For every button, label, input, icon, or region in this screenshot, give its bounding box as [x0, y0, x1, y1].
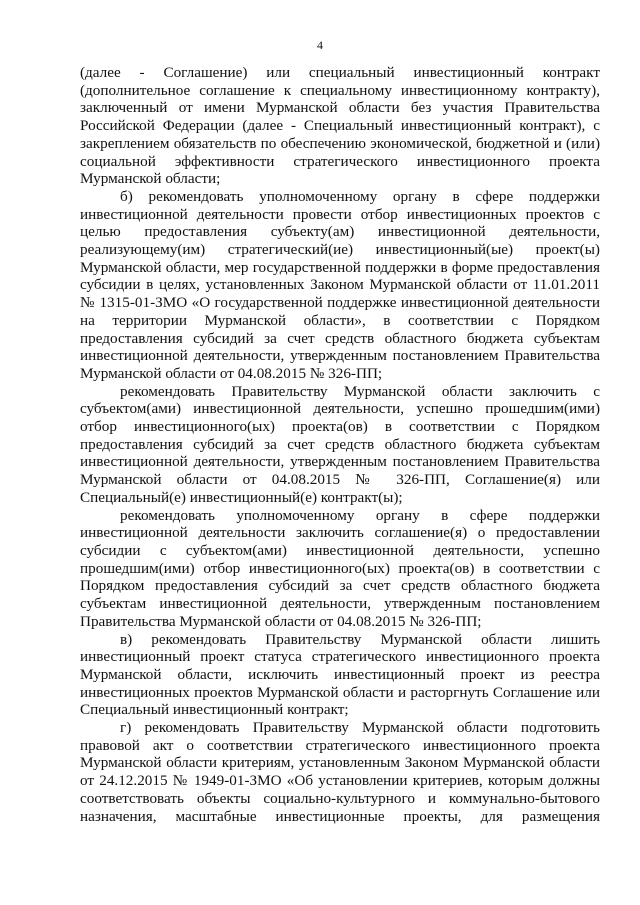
paragraph-item-v: в) рекомендовать Правительству Мурманской области лишить инвестиционный проект статуса стратегического инвестиционного проекта Мурманской области, исключить инвестиционный проект из реестра инвестиционных проектов Мурманской области и расторгнуть Соглашение или Специальный инвестиционный контракт;: [80, 630, 600, 719]
paragraph-item-g: г) рекомендовать Правительству Мурманской области подготовить правовой акт о соответствии стратегического инвестиционного проекта Мурманской области критериям, установленным Законом Мурманской области от 24.12.2015 № 1949-01-ЗМО «Об установлении критериев, которым должны соответствовать объекты социально-культурного и коммунально-бытового назначения, масштабные инвестиционные проекты, для размещения: [80, 719, 600, 825]
paragraph-recommend-authorized-body: рекомендовать уполномоченному органу в сфере поддержки инвестиционной деятельности заключить соглашение(я) о предоставлении субсидии с субъектом(ами) инвестиционной деятельности, успешно прошедшим(ими) отбор инвестиционного(ых) проекта(ов) в соответствии с Порядком предоставления субсидий за счет средств областного бюджета субъектам инвестиционной деятельности, утвержденным постановлением Правительства Мурманской области от 04.08.2015 № 326-ПП;: [80, 506, 600, 630]
paragraph-agreement-definition: (далее - Соглашение) или специальный инвестиционный контракт (дополнительное соглашение к специальному инвестиционному контракту), заключенный от имени Мурманской области без участия Правительства Российской Федерации (далее - Специальный инвестиционный контракт), с закреплением обязательств по обеспечению экономической, бюджетной и (или) социальной эффективности стратегического инвестиционного проекта Мурманской области;: [80, 64, 600, 188]
paragraph-recommend-government: рекомендовать Правительству Мурманской области заключить с субъектом(ами) инвестиционной деятельности, успешно прошедшим(ими) отбор инвестиционного(ых) проекта(ов) в соответствии с Порядком предоставления субсидий за счет средств областного бюджета субъектам инвестиционной деятельности, утвержденным постановлением Правительства Мурманской области от 04.08.2015 № 326-ПП, Соглашение(я) или Специальный(е) инвестиционный(е) контракт(ы);: [80, 382, 600, 506]
paragraph-item-b: б) рекомендовать уполномоченному органу в сфере поддержки инвестиционной деятельности провести отбор инвестиционных проектов с целью предоставления субъекту(ам) инвестиционной деятельности, реализующему(им) стратегический(ие) инвестиционный(ые) проект(ы) Мурманской области, мер государственной поддержки в форме предоставления субсидии в целях, установленных Законом Мурманской области от 11.01.2011 № 1315-01-ЗМО «О государственной поддержке инвестиционной деятельности на территории Мурманской области», в соответствии с Порядком предоставления субсидий за счет средств областного бюджета субъектам инвестиционной деятельности, утвержденным постановлением Правительства Мурманской области от 04.08.2015 № 326-ПП;: [80, 187, 600, 382]
page-number: 4: [317, 38, 323, 52]
document-body: [80, 64, 600, 825]
